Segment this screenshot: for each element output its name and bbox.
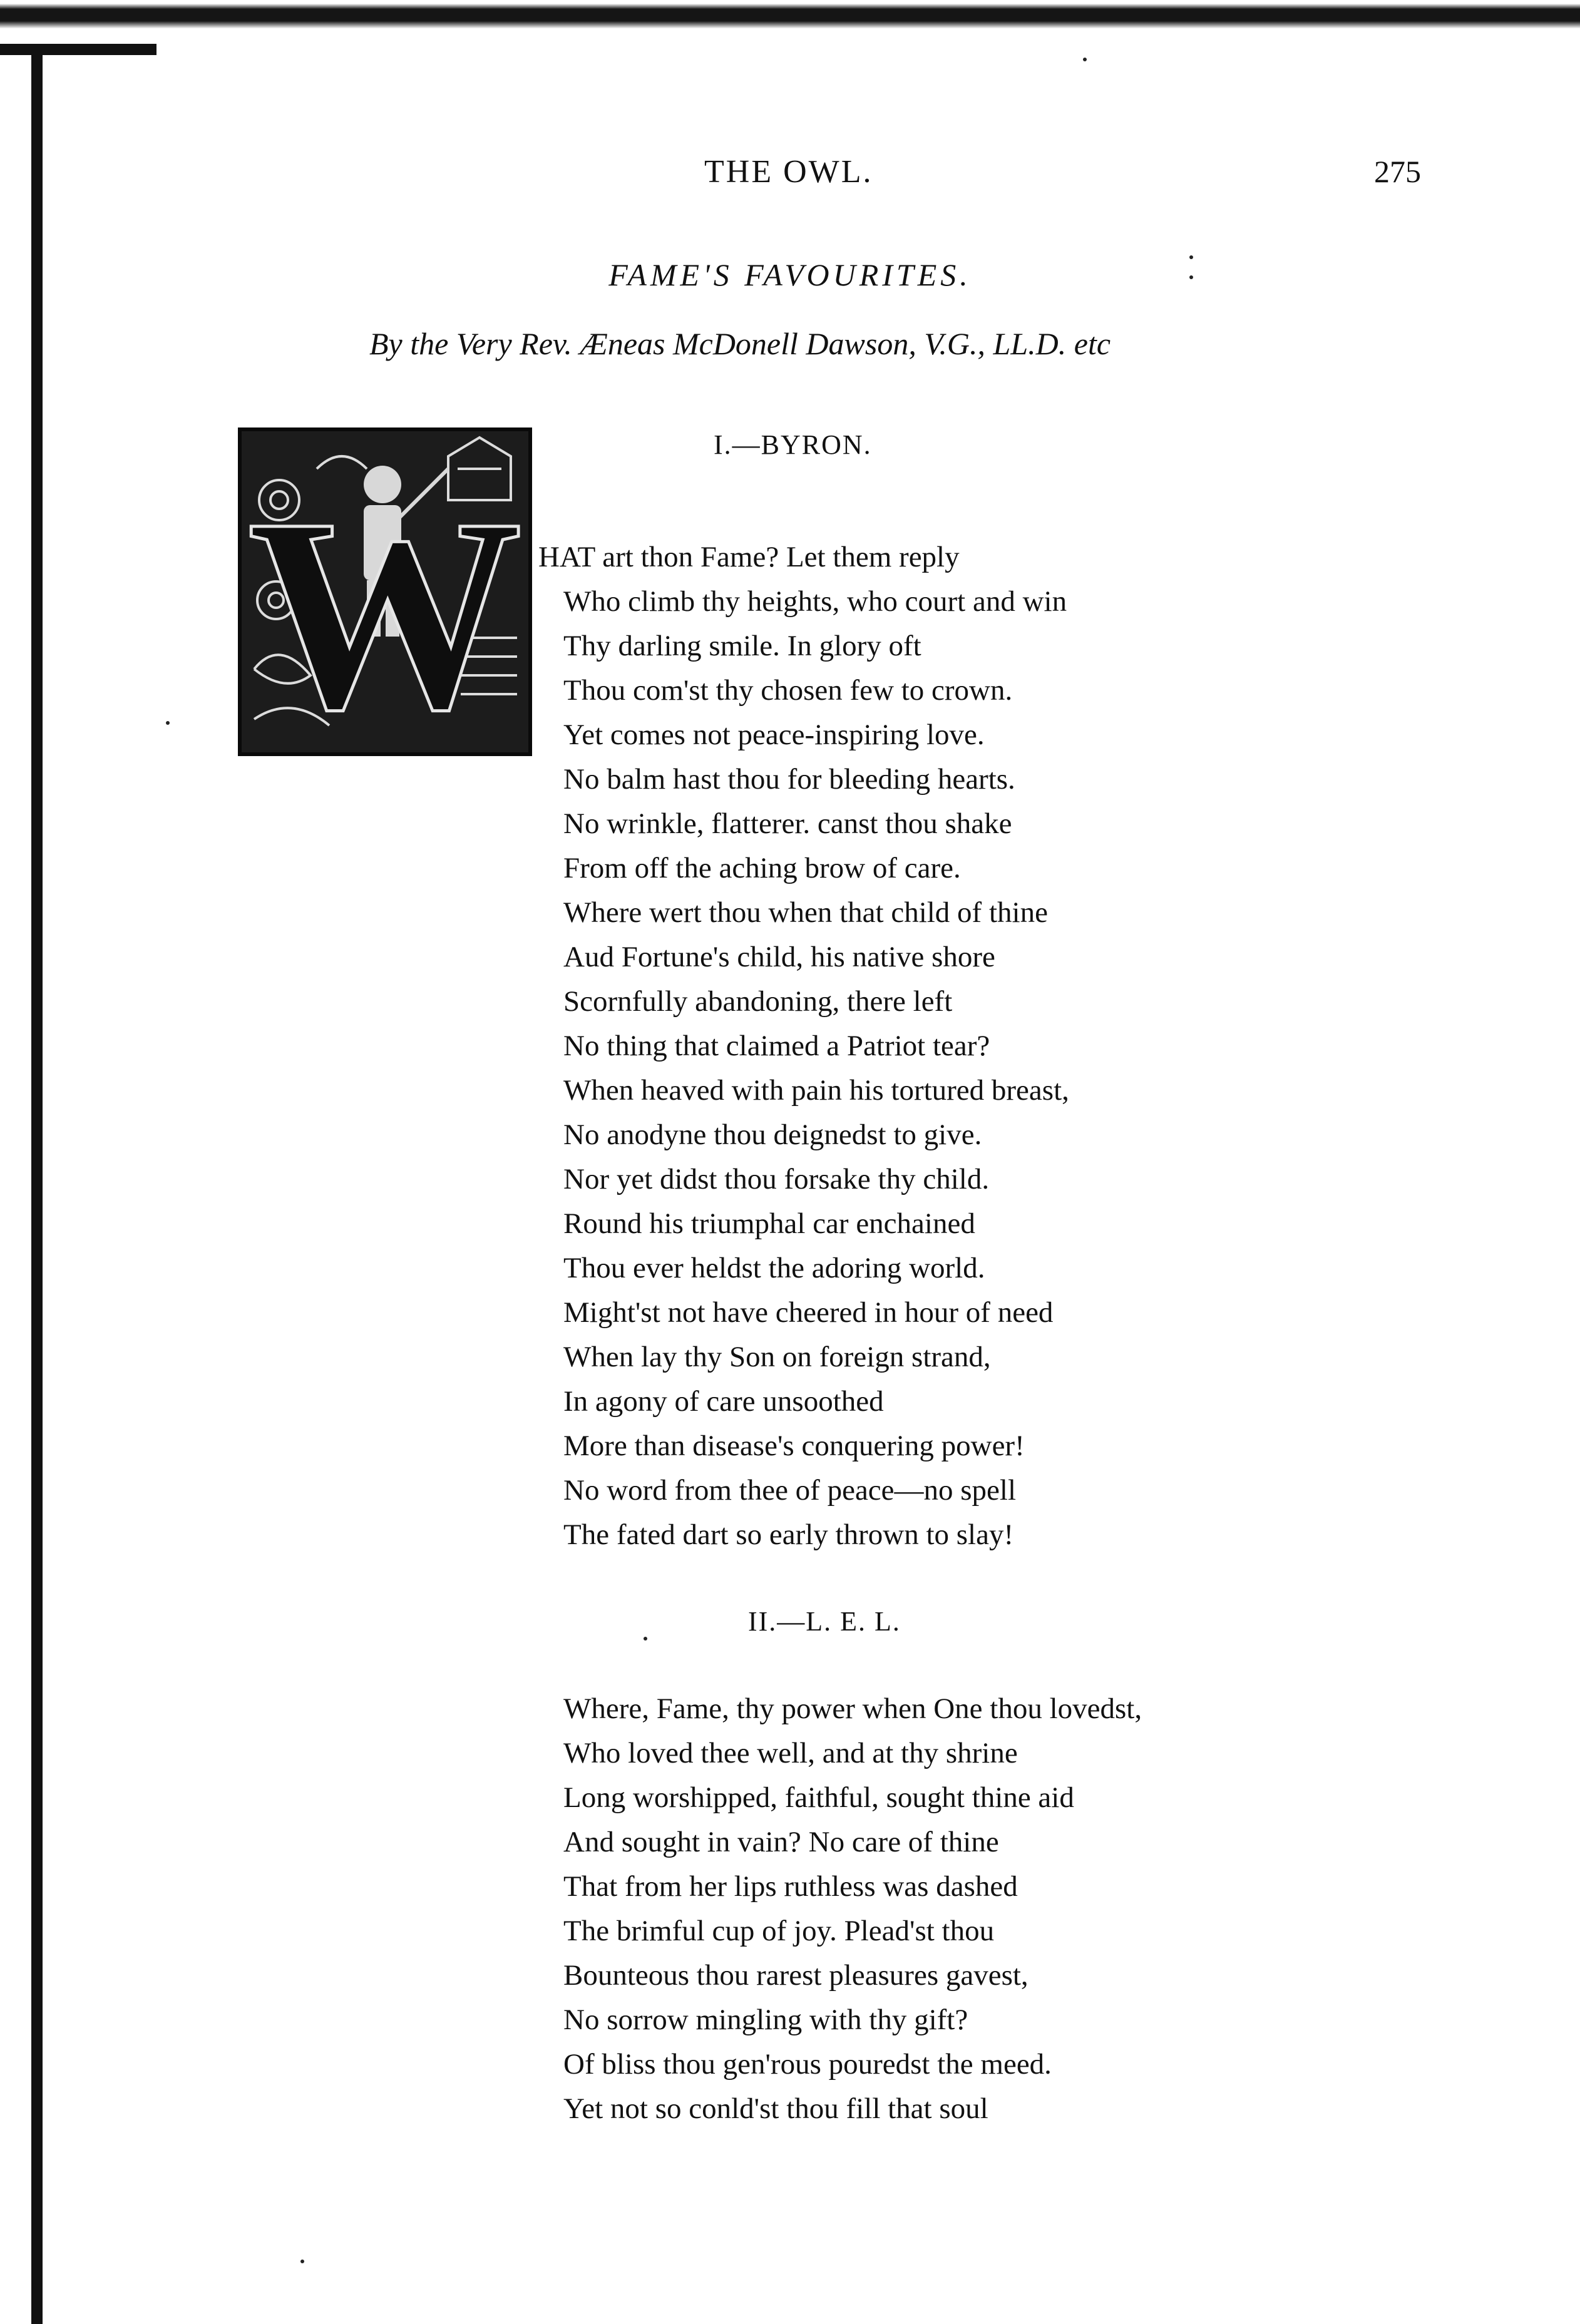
poem-line: Bounteous thou rarest pleasures gavest,	[563, 1959, 1029, 1992]
poem-line: From off the aching brow of care.	[563, 852, 961, 884]
poem-line: Thy darling smile. In glory oft	[563, 630, 921, 662]
poem-line: That from her lips ruthless was dashed	[563, 1870, 1018, 1903]
section-heading-byron: I.—BYRON.	[714, 429, 872, 460]
poem-line: HAT art thon Fame? Let them reply	[538, 541, 960, 573]
scan-speck	[1083, 58, 1087, 61]
journal-title: THE OWL.	[704, 154, 873, 190]
poem-line: Who loved thee well, and at thy shrine	[563, 1737, 1018, 1769]
scan-speck	[166, 721, 170, 725]
poem-line: In agony of care unsoothed	[563, 1385, 884, 1418]
poem-line: When heaved with pain his tortured breast,	[563, 1074, 1069, 1107]
poem-line: Yet comes not peace-inspiring love.	[563, 719, 985, 751]
poem-line: Round his triumphal car enchained	[563, 1207, 975, 1240]
initial-letter: W	[247, 462, 523, 752]
poem-stanza-lel	[563, 1687, 1142, 2131]
scan-speck	[644, 1637, 647, 1641]
poem-line: Of bliss thou gen'rous pouredst the meed.	[563, 2048, 1052, 2081]
poem-line: More than disease's conquering power!	[563, 1430, 1025, 1462]
section-heading-lel: II.—L. E. L.	[748, 1606, 901, 1637]
poem-line: Where, Fame, thy power when One thou lovedst,	[563, 1692, 1142, 1725]
poem-line: The brimful cup of joy. Plead'st thou	[563, 1915, 995, 1947]
page-binding-rule	[31, 44, 43, 2324]
poem-line: Scornfully abandoning, there left	[563, 985, 953, 1018]
decorated-initial-image	[238, 427, 532, 756]
poem-line: Nor yet didst thou forsake thy child.	[563, 1163, 990, 1195]
poem-line: No sorrow mingling with thy gift?	[563, 2004, 968, 2036]
poem-line: No word from thee of peace—no spell	[563, 1474, 1017, 1507]
poem-line: Aud Fortune's child, his native shore	[563, 941, 995, 973]
scan-speck	[300, 2260, 304, 2263]
poem-line: Where wert thou when that child of thine	[563, 896, 1048, 929]
poem-line: Who climb thy heights, who court and win	[563, 585, 1067, 618]
poem-line: And sought in vain? No care of thine	[563, 1826, 999, 1858]
article-byline: By the Very Rev. Æneas McDonell Dawson, V.G., LL.D. etc	[369, 326, 1111, 361]
article-title: FAME'S FAVOURITES.	[608, 257, 972, 292]
poem-line: Thou com'st thy chosen few to crown.	[563, 674, 1013, 707]
scan-top-edge	[0, 0, 1580, 30]
poem-stanza-byron	[538, 535, 1069, 1557]
poem-line: The fated dart so early thrown to slay!	[563, 1518, 1014, 1551]
page-number: 275	[1374, 154, 1421, 189]
poem-line: No anodyne thou deignedst to give.	[563, 1118, 982, 1151]
scan-corner-rule	[0, 44, 156, 55]
poem-line: No wrinkle, flatterer. canst thou shake	[563, 807, 1012, 840]
poem-line: No balm hast thou for bleeding hearts.	[563, 763, 1015, 796]
poem-line: Might'st not have cheered in hour of need	[563, 1296, 1054, 1329]
poem-line: No thing that claimed a Patriot tear?	[563, 1030, 990, 1062]
poem-line: When lay thy Son on foreign strand,	[563, 1341, 991, 1373]
poem-line: Thou ever heldst the adoring world.	[563, 1252, 985, 1284]
poem-line: Yet not so conld'st thou fill that soul	[563, 2092, 988, 2125]
running-head	[0, 153, 1580, 197]
poem-line: Long worshipped, faithful, sought thine aid	[563, 1781, 1074, 1814]
